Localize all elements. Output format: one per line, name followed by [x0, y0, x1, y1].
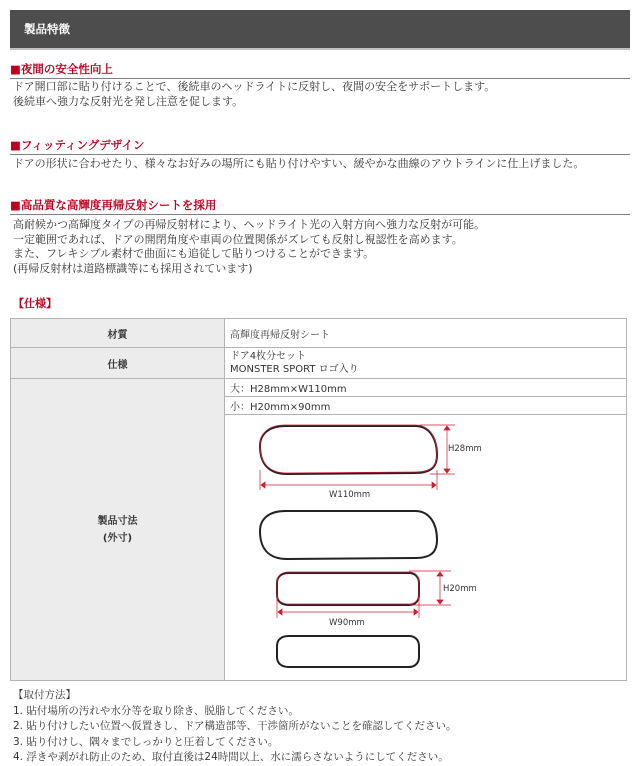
paragraph-line: また、フレキシブル素材で曲面にも追従して貼りつけることができます。: [13, 247, 375, 260]
small-sticker-plain: [277, 636, 419, 667]
paragraph-line: ドア開口部に貼り付けることで、後続車のヘッドライトに反射し、夜間の安全をサポートします。: [13, 80, 496, 93]
spec-row-spec: [11, 348, 627, 379]
paragraph-line: 高耐候かつ高輝度タイプの再帰反射材により、ヘッドライト光の入射方向へ強力な反射が可能。: [13, 218, 486, 231]
dims-small-value: 小：H20mm×90mm: [225, 397, 627, 415]
small-sticker-outline: [277, 573, 419, 605]
install-step: 2. 貼り付けしたい位置へ仮置きし、ドア構造部等、干渉箇所がないことを確認してください。: [13, 720, 457, 732]
section-body-reflective-sheet: [13, 218, 628, 276]
spec-value-line: ドア4枚分セット: [230, 351, 307, 362]
small-width-label: W90mm: [329, 618, 365, 628]
dims-header-line2: (外寸): [102, 532, 133, 544]
small-sticker-highlight: [277, 572, 419, 604]
dims-header-line1: 製品寸法: [97, 515, 138, 527]
large-height-label: H28mm: [448, 444, 482, 454]
spec-header-material: 材質: [11, 319, 225, 348]
small-height-label: H20mm: [443, 584, 477, 594]
spec-row-dims-large: [11, 379, 627, 397]
install-step: 4. 浮きや剥がれ防止のため、取付直後は24時間以上、水に濡らさないようにしてください。: [13, 751, 449, 763]
spec-header-spec: 仕様: [11, 348, 225, 379]
spec-header-dims: [11, 379, 225, 681]
install-title: 【取付方法】: [13, 689, 76, 701]
section-body-fitting-design: [13, 157, 628, 172]
section-body-night-safety: [13, 80, 628, 109]
large-width-label: W110mm: [329, 490, 371, 500]
spec-row-material: [11, 319, 627, 348]
spec-value-line: MONSTER SPORT ロゴ入り: [230, 364, 359, 375]
section-heading-fitting-design: ■フィッティングデザイン: [10, 138, 630, 155]
spec-table: [10, 318, 627, 681]
page-title: 製品特徴: [24, 22, 70, 36]
dims-large-value: 大：H28mm×W110mm: [225, 379, 627, 397]
dims-diagram-cell: [225, 415, 627, 681]
paragraph-line: 一定範囲であれば、ドアの開閉角度や車両の位置関係がズレても反射し視認性を高めます。: [13, 232, 463, 246]
large-sticker-plain: [260, 511, 437, 559]
paragraph-line: ドアの形状に合わせたり、様々なお好みの場所にも貼り付けやすい、緩やかな曲線のアウトラインに仕上げました。: [13, 157, 585, 170]
large-sticker-outline: [259, 425, 441, 475]
install-step: 1. 貼付場所の汚れや水分等を取り除き、脱脂してください。: [13, 704, 299, 717]
page-title-bar: [10, 10, 630, 50]
dims-diagram: [225, 415, 623, 677]
spec-value-material: 高輝度再帰反射シート: [225, 319, 627, 348]
spec-value-spec: [225, 348, 627, 379]
paragraph-line: (再帰反射材は道路標識等にも採用されています): [13, 261, 253, 275]
section-heading-reflective-sheet: ■高品質な高輝度再帰反射シートを採用: [10, 198, 630, 215]
spec-label: 【仕様】: [13, 297, 57, 310]
install-instructions: [13, 688, 628, 766]
paragraph-line: 後続車へ強力な反射光を発し注意を促します。: [13, 94, 244, 108]
section-heading-night-safety: ■夜間の安全性向上: [10, 62, 630, 79]
install-step: 3. 貼り付けし、隅々までしっかりと圧着してください。: [13, 735, 279, 748]
